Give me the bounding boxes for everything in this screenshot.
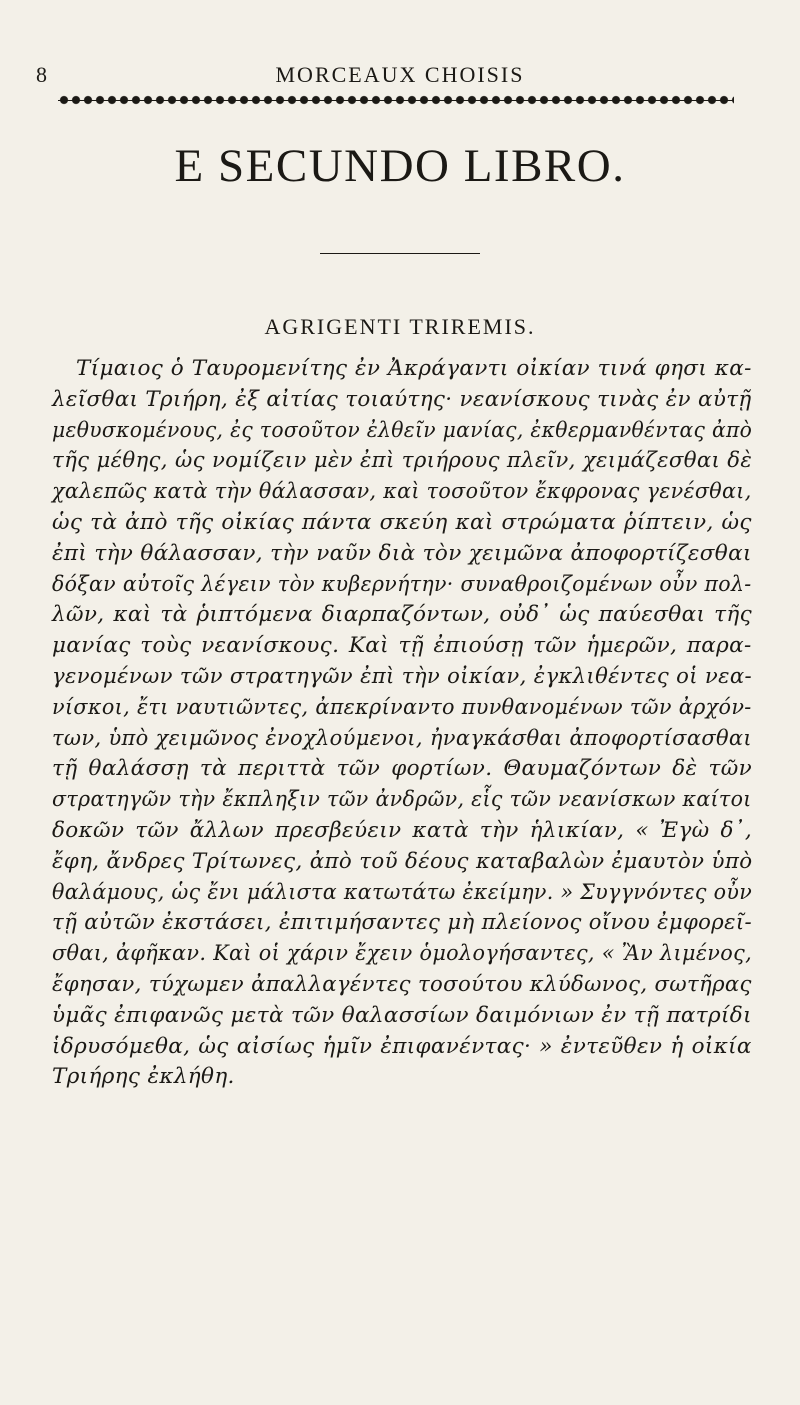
running-title: MORCEAUX CHOISIS <box>275 62 525 87</box>
divider-rule <box>320 253 480 254</box>
text-line: χαλεπῶς κατὰ τὴν θάλασσαν, καὶ τοσοῦτον ἔκφρονας γενέσθαι, <box>52 479 752 505</box>
text-line: ὡς τὰ ἀπὸ τῆς οἰκίας πάντα σκεύη καὶ στρώματα ῥίπτειν, ὡς <box>52 509 752 535</box>
text-line: λῶν, καὶ τὰ ῥιπτόμενα διαρπαζόντων, οὐδ᾽ ὡς παύεσθαι τῆς <box>52 602 753 628</box>
decorative-border <box>58 94 734 106</box>
page-number: 8 <box>36 62 48 87</box>
text-line: γενομένων τῶν στρατηγῶν ἐπὶ τὴν οἰκίαν, ἐγκλιθέντες οἱ νεα- <box>52 663 752 689</box>
section-title: AGRIGENTI TRIREMIS. <box>264 314 536 339</box>
text-line: μανίας τοὺς νεανίσκους. Καὶ τῇ ἐπιούσῃ τῶν ἡμερῶν, παρα- <box>52 633 752 659</box>
text-line: ἔφη, ἄνδρες Τρίτωνες, ἀπὸ τοῦ δέους καταβαλὼν ἐμαυτὸν ὑπὸ <box>52 848 753 874</box>
text-line: ὑμᾶς ἐπιφανῶς μετὰ τῶν θαλασσίων δαιμόνιων ἐν τῇ πατρίδι <box>52 1002 752 1028</box>
text-line: στρατηγῶν τὴν ἔκπληξιν τῶν ἀνδρῶν, εἷς τῶν νεανίσκων καίτοι <box>52 787 752 813</box>
text-line: θαλάμους, ὡς ἔνι μάλιστα κατωτάτω ἐκείμην. » Συγγνόντες οὖν <box>52 879 753 905</box>
text-line: τῇ θαλάσσῃ τὰ περιττὰ τῶν φορτίων. Θαυμαζόντων δὲ τῶν <box>52 756 753 782</box>
text-line: Τίμαιος ὁ Ταυρομενίτης ἐν Ἀκράγαντι οἰκίαν τινά φησι κα- <box>76 356 752 381</box>
text-line: νίσκοι, ἔτι ναυτιῶντες, ἀπεκρίναντο πυνθανομένων τῶν ἀρχόν- <box>52 694 752 720</box>
text-line: ἱδρυσόμεθα, ὡς αἰσίως ἡμῖν ἐπιφανέντας· » ἐντεῦθεν ἡ οἰκία <box>52 1033 752 1059</box>
text-line: των, ὑπὸ χειμῶνος ἐνοχλούμενοι, ἠναγκάσθαι ἀποφορτίσασθαι <box>52 725 752 751</box>
text-line: ἐπὶ τὴν θάλασσαν, τὴν ναῦν διὰ τὸν χειμῶνα ἀποφορτίζεσθαι <box>52 540 752 566</box>
text-line: δόξαν αὐτοῖς λέγειν τὸν κυβερνήτην· συναθροιζομένων οὖν πολ- <box>52 571 752 597</box>
text-line: μεθυσκομένους, ἐς τοσοῦτον ἐλθεῖν μανίας, ἐκθερμανθέντας ἀπὸ <box>52 417 753 443</box>
text-line: τῆς μέθης, ὡς νομίζειν μὲν ἐπὶ τριήρους πλεῖν, χειμάζεσθαι δὲ <box>52 448 753 474</box>
text-line: δοκῶν τῶν ἄλλων πρεσβεύειν κατὰ τὴν ἡλικίαν, « Ἐγὼ δ᾽, <box>52 817 753 843</box>
body-text <box>52 354 752 1093</box>
book-title: E SECUNDO LIBRO. <box>174 140 626 192</box>
text-line: Τριήρης ἐκλήθη. <box>52 1064 235 1090</box>
text-line: ἔφησαν, τύχωμεν ἀπαλλαγέντες τοσούτου κλύδωνος, σωτῆρας <box>52 971 752 997</box>
text-line: τῇ αὐτῶν ἐκστάσει, ἐπιτιμήσαντες μὴ πλείονος οἴνου ἐμφορεῖ- <box>52 910 752 936</box>
text-line: λεῖσθαι Τριήρη, ἐξ αἰτίας τοιαύτης· νεανίσκους τινὰς ἐν αὐτῇ <box>52 386 752 412</box>
text-line: σθαι, ἀφῆκαν. Καὶ οἱ χάριν ἔχειν ὁμολογήσαντες, « Ἂν λιμένος, <box>52 941 753 967</box>
